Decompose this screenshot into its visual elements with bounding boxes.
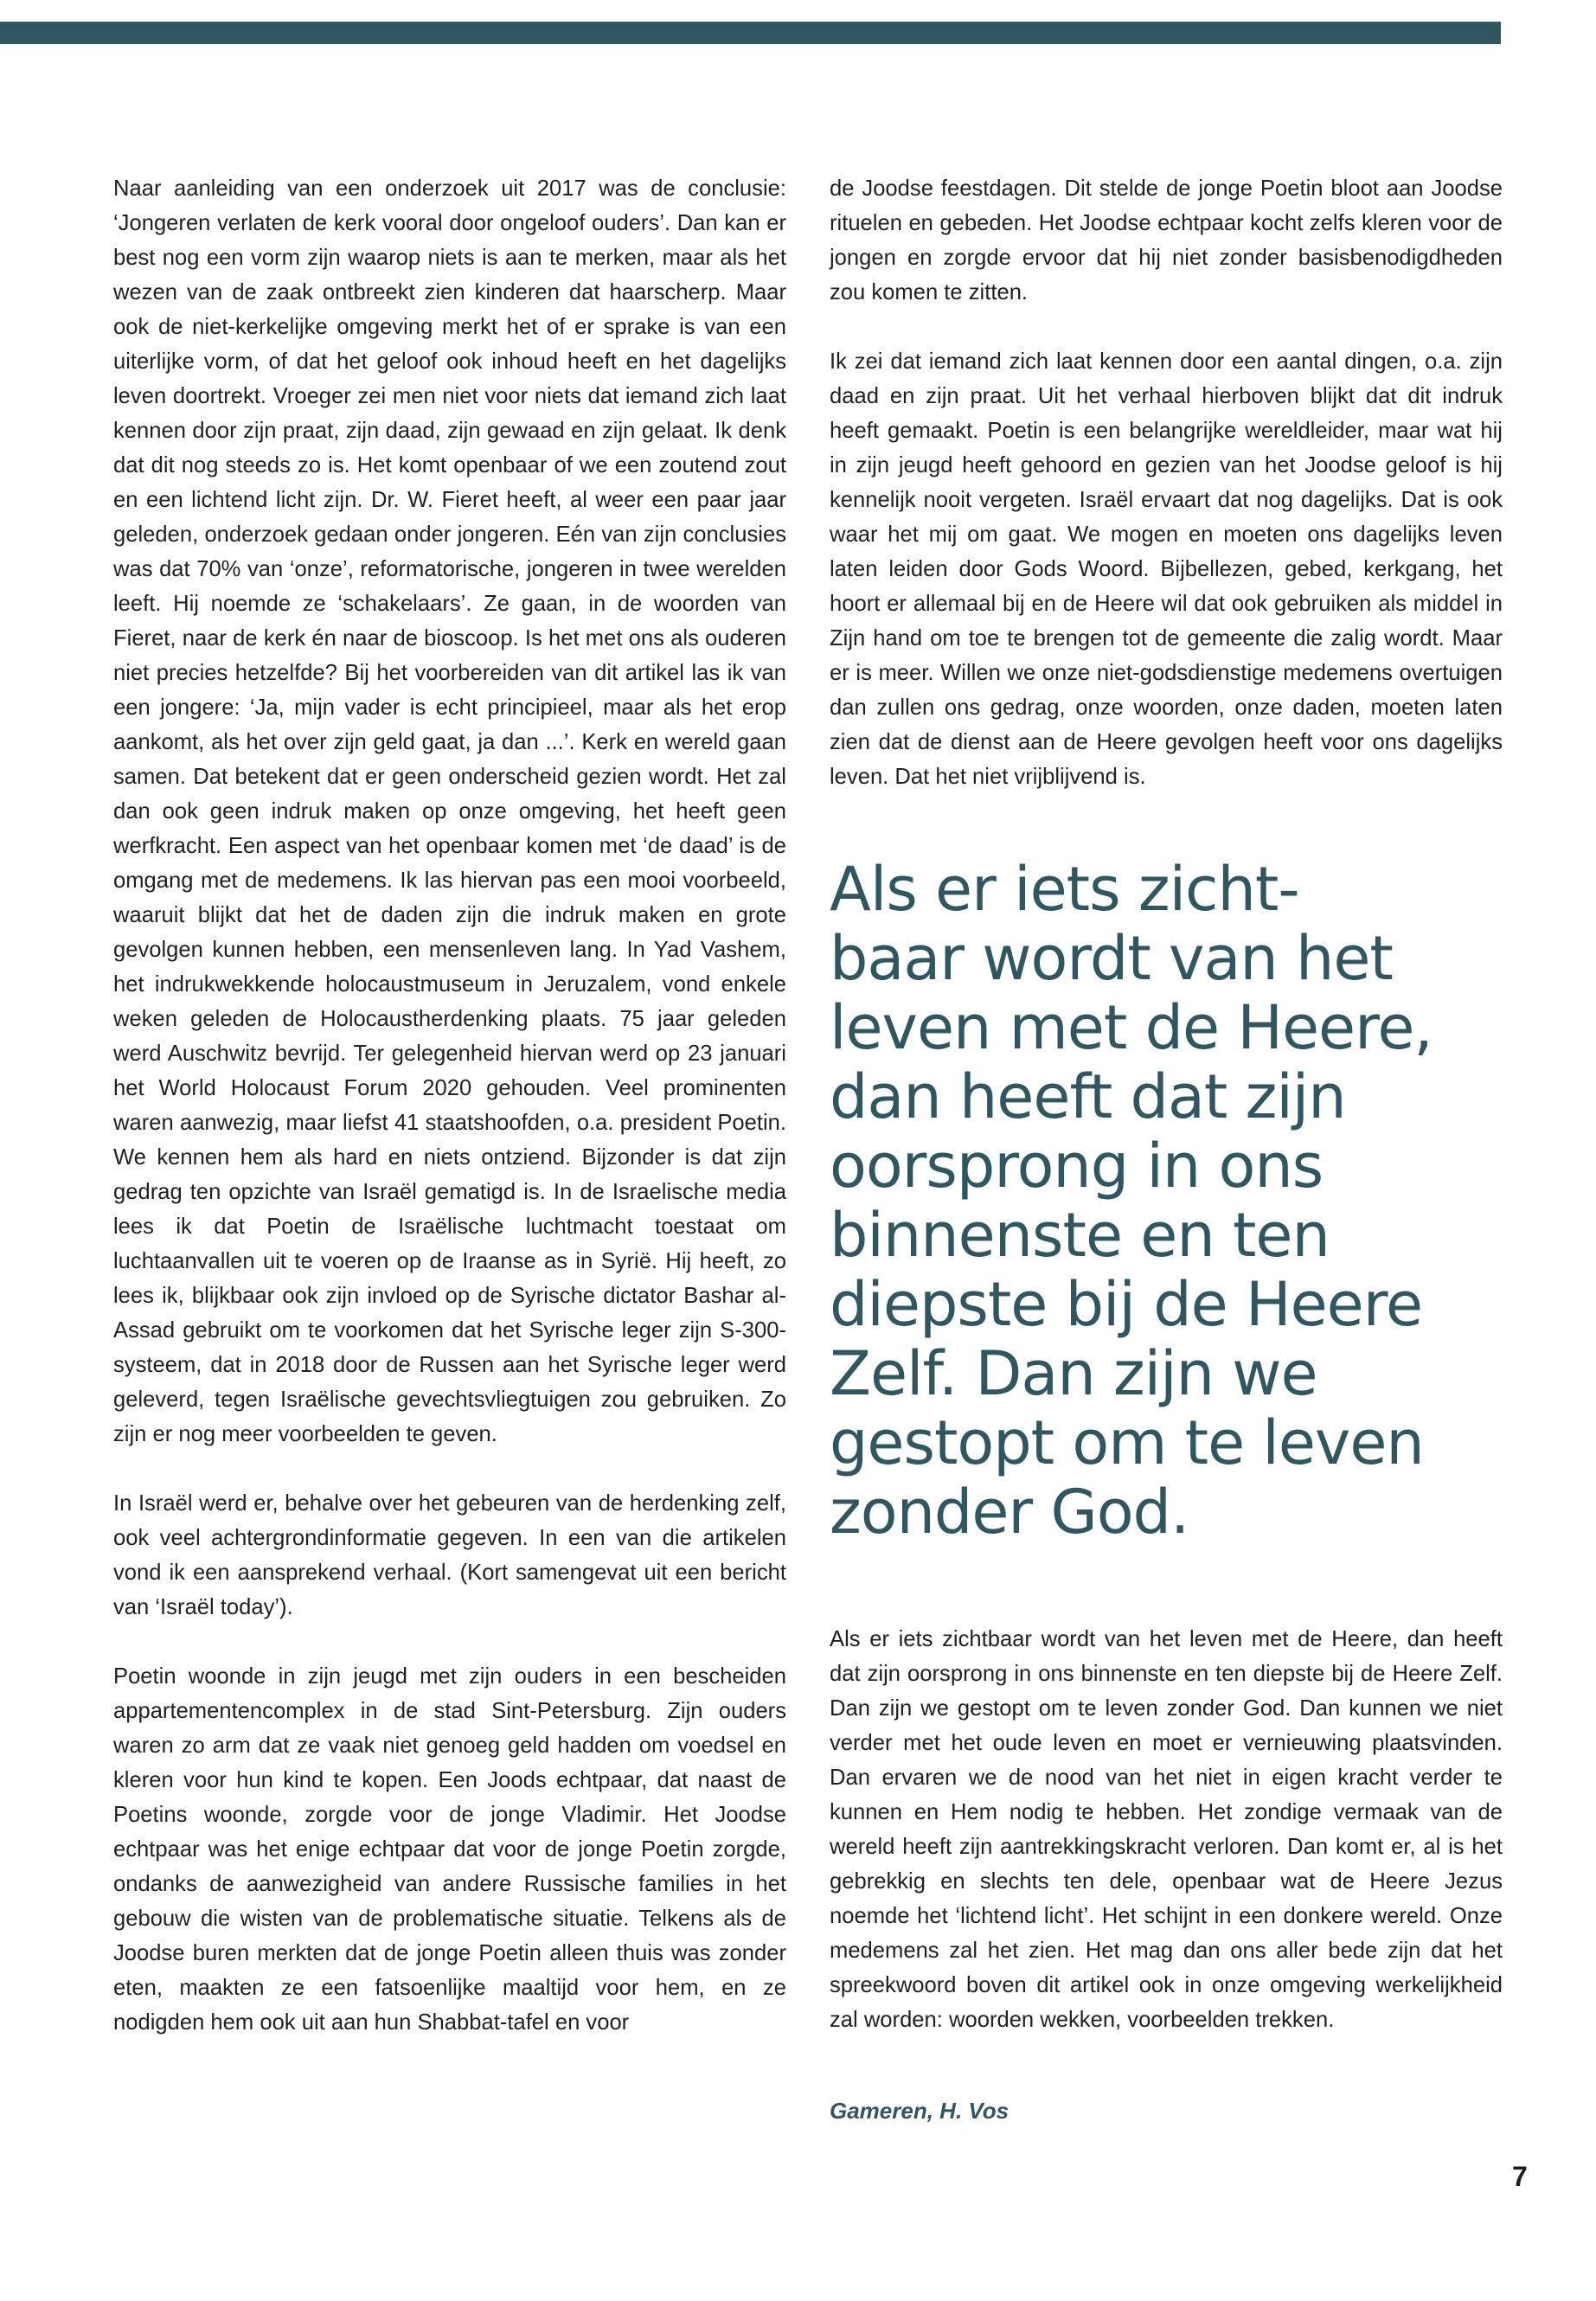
closing-section — [830, 1622, 1503, 2037]
header-accent-bar — [0, 22, 1501, 44]
article-paragraph: Ik zei dat iemand zich laat kennen door een aantal dingen, o.a. zijn daad en zijn praat. Uit het verhaal hierboven blijkt dat dit indruk heeft gemaakt. Poetin is een belangrijke wereldleider, maar wat hij in zijn jeugd heeft gehoord en gezien van het Joodse geloof is hij kennelijk nooit vergeten. Israël ervaart dat nog dagelijks. Dat is ook waar het mij om gaat. We mogen en moeten ons dagelijks leven laten leiden door Gods Woord. Bijbellezen, gebed, kerkgang, het hoort er allemaal bij en de Heere wil dat ook gebruiken als middel in Zijn hand om toe te brengen tot de gemeente die zalig wordt. Maar er is meer. Willen we onze niet-godsdienstige medemens overtuigen dan zullen ons gedrag, onze woorden, onze daden, moeten laten zien dat de dienst aan de Heere gevolgen heeft voor ons dagelijks leven. Dat het niet vrijblijvend is. — [830, 349, 1503, 789]
page-number: 7 — [1512, 2161, 1528, 2192]
article-left-column — [113, 171, 786, 2074]
pull-quote: Als er iets zicht- baar wordt van het leven met de Heere, dan heeft dat zijn oorsprong in ons binnenste en ten diepste bij de Heere Zelf. Dan zijn we gestopt om te leven zonder God. — [830, 854, 1433, 1548]
author-signature: Gameren, H. Vos — [830, 2098, 1010, 2124]
article-right-column — [830, 171, 1503, 2125]
article-paragraph: de Joodse feestdagen. Dit stelde de jonge Poetin bloot aan Joodse rituelen en gebeden. Het Joodse echtpaar kocht zelfs kleren voor de jongen en zorgde ervoor dat hij niet zonder basisbenodigdheden zou komen te zitten. — [830, 176, 1503, 304]
article-paragraph: Als er iets zichtbaar wordt van het leven met de Heere, dan heeft dat zijn oorsprong in ons binnenste en ten diepste bij de Heere Zelf. Dan zijn we gestopt om te leven zonder God. Dan kunnen we niet verder met het oude leven en moet er vernieuwing plaatsvinden. Dan ervaren we de nood van het niet in eigen kracht verder te kunnen en Hem nodig te hebben. Het zondige vermaak van de wereld heeft zijn aantrekkingskracht verloren. Dan komt er, al is het gebrekkig en slechts ten dele, openbaar wat de Heere Jezus noemde het ‘lichtend licht’. Het schijnt in een donkere wereld. Onze medemens zal het zien. Het mag dan ons aller bede zijn dat het spreekwoord boven dit artikel ook in onze omgeving werkelijkheid zal worden: woorden wekken, voorbeelden trekken. — [830, 1627, 1503, 2032]
article-paragraph: Naar aanleiding van een onderzoek uit 2017 was de conclusie: ‘Jongeren verlaten de kerk vooral door ongeloof ouders’. Dan kan er best nog een vorm zijn waarop niets is aan te merken, maar als het wezen van de zaak ontbreekt zien kinderen dat haarscherp. Maar ook de niet-kerkelijke omgeving merkt het of er sprake is van een uiterlijke vorm, of dat het geloof ook inhoud heeft en het dagelijks leven doortrekt. Vroeger zei men niet voor niets dat iemand zich laat kennen door zijn praat, zijn daad, zijn gewaad en zijn gelaat. Ik denk dat dit nog steeds zo is. Het komt openbaar of we een zoutend zout en een lichtend licht zijn. Dr. W. Fieret heeft, al weer een paar jaar geleden, onderzoek gedaan onder jongeren. Eén van zijn conclusies was dat 70% van ‘onze’, reformatorische, jongeren in twee werelden leeft. Hij noemde ze ‘schakelaars’. Ze gaan, in de woorden van Fieret, naar de kerk én naar de bioscoop. Is het met ons als ouderen niet precies hetzelfde? Bij het voorbereiden van dit artikel las ik van een jongere: ‘Ja, mijn vader is echt principieel, maar als het erop aankomt, als het over zijn geld gaat, ja dan ...’. Kerk en wereld gaan samen. Dat betekent dat er geen onderscheid gezien wordt. Het zal dan ook geen indruk maken op onze omgeving, het heeft geen werfkracht. Een aspect van het openbaar komen met ‘de daad’ is de omgang met de medemens. Ik las hiervan pas een mooi voorbeeld, waaruit blijkt dat het de daden zijn die indruk maken en grote gevolgen kunnen hebben, een mensenleven lang. In Yad Vashem, het indrukwekkende holocaustmuseum in Jeruzalem, vond enkele weken geleden de Holocaustherdenking plaats. 75 jaar geleden werd Auschwitz bevrijd. Ter gelegenheid hiervan werd op 23 januari het World Holocaust Forum 2020 gehouden. Veel prominenten waren aanwezig, maar liefst 41 staatshoofden, o.a. president Poetin. We kennen hem als hard en niets ontziend. Bijzonder is dat zijn gedrag ten opzichte van Israël gematigd is. In de Israelische media lees ik dat Poetin de Israëlische luchtmacht toestaat om luchtaanvallen uit te voeren op de Iraanse as in Syrië. Hij heeft, zo lees ik, blijkbaar ook zijn invloed op de Syrische dictator Bashar al-Assad gebruikt om te voorkomen dat het Syrische leger zijn S-300-systeem, dat in 2018 door de Russen aan het Syrische leger werd geleverd, tegen Israëlische gevechtsvliegtuigen zou gebruiken. Zo zijn er nog meer voorbeelden te geven. — [113, 176, 786, 1446]
article-paragraph: Poetin woonde in zijn jeugd met zijn ouders in een bescheiden appartementencomplex in de stad Sint-Petersburg. Zijn ouders waren zo arm dat ze vaak niet genoeg geld hadden om voedsel en kleren voor hun kind te kopen. Een Joods echtpaar, dat naast de Poetins woonde, zorgde voor de jonge Vladimir. Het Joodse echtpaar was het enige echtpaar dat voor de jonge Poetin zorgde, ondanks de aanwezigheid van andere Russische families in het gebouw die wisten van de problematische situatie. Telkens als de Joodse buren merkten dat de jonge Poetin alleen thuis was zonder eten, maakten ze een fatsoenlijke maaltijd voor hem, en ze nodigden hem ook uit aan hun Shabbat-tafel en voor — [113, 1664, 786, 2035]
article-paragraph: In Israël werd er, behalve over het gebeuren van de herdenking zelf, ook veel achtergrondinformatie gegeven. In een van die artikelen vond ik een aansprekend verhaal. (Kort samengevat uit een bericht van ‘Israël today’). — [113, 1491, 786, 1619]
